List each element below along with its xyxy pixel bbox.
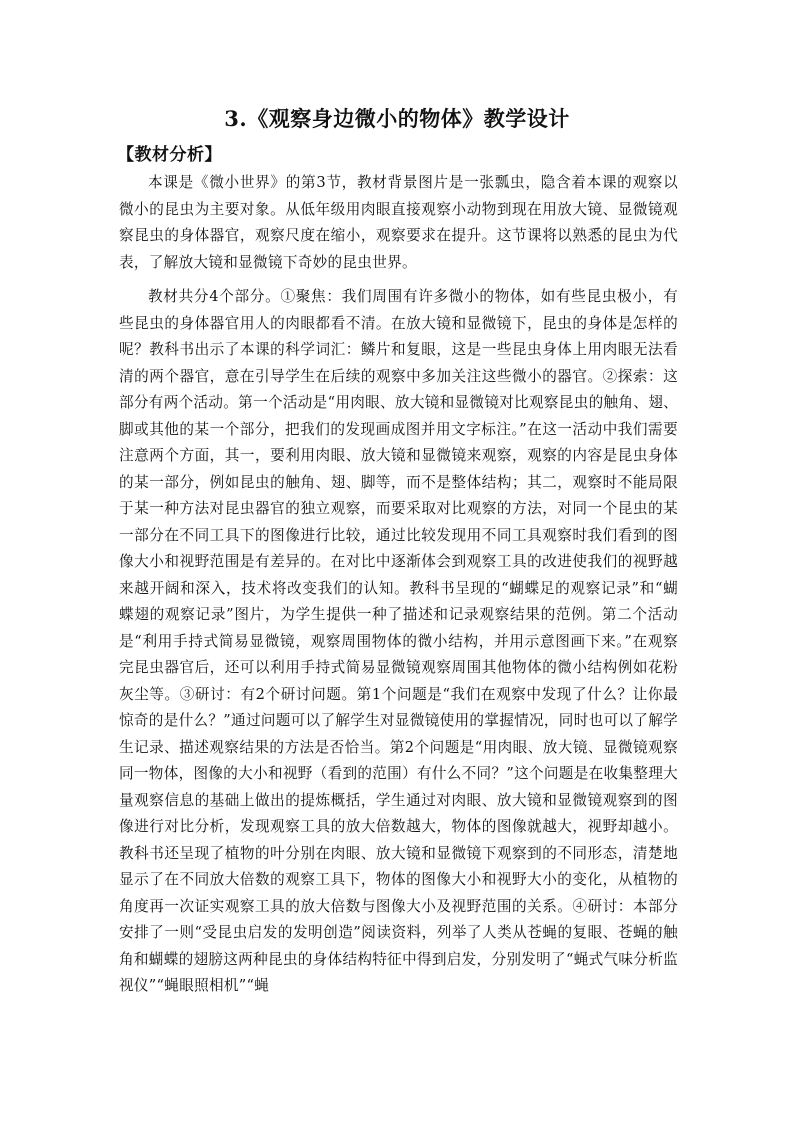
section-heading-textbook-analysis: 【教材分析】	[117, 145, 222, 165]
document-title: 3.《观察身边微小的物体》教学设计	[224, 106, 570, 131]
paragraph-intro: 本课是《微小世界》的第3节，教材背景图片是一张瓢虫，隐含着本课的观察以微小的昆虫为主要对象。从低年级用肉眼直接观察小动物到现在用放大镜、显微镜观察昆虫的身体器官，观察尺度在缩小，观察要求在提升。这节课将以熟悉的昆虫为代表，了解放大镜和显微镜下奇妙的昆虫世界。	[119, 174, 678, 271]
paragraph-parts: 教材共分4个部分。①聚焦：我们周围有许多微小的物体，如有些昆虫极小，有些昆虫的身体器官用人的肉眼都看不清。在放大镜和显微镜下，昆虫的身体是怎样的呢？教科书出示了本课的科学词汇：鳞片和复眼，这是一些昆虫身体上用肉眼无法看清的两个器官，意在引导学生在后续的观察中多加关注这些微小的器官。②探索：这部分有两个活动。第一个活动是“用肉眼、放大镜和显微镜对比观察昆虫的触角、翅、脚或其他的某一个部分，把我们的发现画成图并用文字标注。”在这一活动中我们需要注意两个方面，其一，要利用肉眼、放大镜和显微镜来观察，观察的内容是昆虫身体的某一部分，例如昆虫的触角、翅、脚等，而不是整体结构；其二，观察时不能局限于某一种方法对昆虫器官的独立观察，而要采取对比观察的方法，对同一个昆虫的某一部分在不同工具下的图像进行比较，通过比较发现用不同工具观察时我们看到的图像大小和视野范围是有差异的。在对比中逐渐体会到观察工具的改进使我们的视野越来越开阔和深入，技术将改变我们的认知。教科书呈现的“蝴蝶足的观察记录”和“蝴蝶翅的观察记录”图片，为学生提供一种了描述和记录观察结果的范例。第二个活动是“利用手持式简易显微镜，观察周围物体的微小结构，并用示意图画下来。”在观察完昆虫器官后，还可以利用手持式简易显微镜观察周围其他物体的微小结构例如花粉灰尘等。③研讨：有2个研讨问题。第1个问题是“我们在观察中发现了什么？让你最惊奇的是什么？”通过问题可以了解学生对显微镜使用的掌握情况，同时也可以了解学生记录、描述观察结果的方法是否恰当。第2个问题是“用肉眼、放大镜、显微镜观察同一物体，图像的大小和视野（看到的范围）有什么不同？”这个问题是在收集整理大量观察信息的基础上做出的提炼概括，学生通过对肉眼、放大镜和显微镜观察到的图像进行对比分析，发现观察工具的放大倍数越大，物体的图像就越大，视野却越小。教科书还呈现了植物的叶分别在肉眼、放大镜和显微镜下观察到的不同形态，清楚地显示了在不同放大倍数的观察工具下，物体的图像大小和视野大小的变化，从植物的角度再一次证实观察工具的放大倍数与图像大小及视野范围的关系。④研讨：本部分安排了一则“受昆虫启发的发明创造”阅读资料，列举了人类从苍蝇的复眼、苍蝇的触角和蝴蝶的翅膀这两种昆虫的身体结构特征中得到启发，分别发明了“蝇式气味分析监视仪”“蝇眼照相机”“蝇	[119, 288, 678, 994]
